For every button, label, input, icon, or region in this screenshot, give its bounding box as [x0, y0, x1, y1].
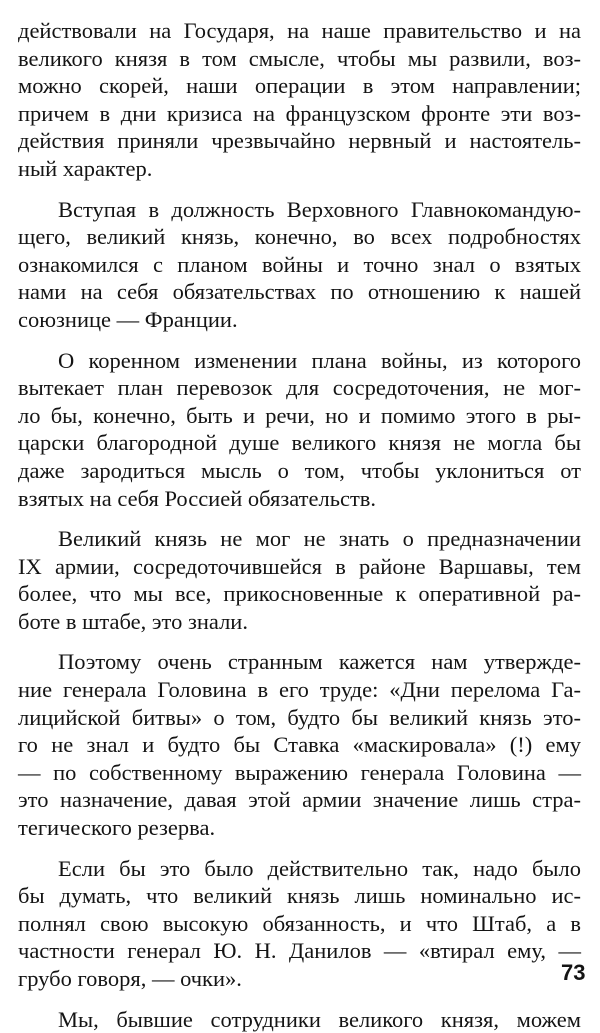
text-line: действовали на Государя, на наше правительство и на [18, 18, 581, 43]
text-line: О коренном изменении плана войны, из которого [58, 347, 581, 373]
text-line: союзнице — Франции. [18, 306, 238, 332]
paragraph-7 [18, 1006, 581, 1033]
text-line: лицийской битвы» о том, будто бы великий князь это- [18, 704, 581, 730]
paragraph-2 [18, 196, 581, 334]
text-line: ный характер. [18, 155, 153, 181]
text-line: го не знал и будто бы Ставка «маскировала» (!) ему [18, 732, 581, 758]
text-line: боте в штабе, это знали. [18, 608, 248, 634]
paragraph-3 [18, 347, 581, 513]
text-line: полнял свою высокую обязанность, и что Штаб, а в [18, 910, 581, 936]
text-line: великого князя в том смысле, чтобы мы развили, воз- [18, 45, 581, 71]
text-line: это назначение, давая этой армии значение лишь стра- [18, 787, 581, 813]
text-line: Если бы это было действительно так, надо было [58, 855, 581, 881]
text-line: действия приняли чрезвычайно нервный и настоятель- [18, 128, 581, 154]
text-line: IX армии, сосредоточившейся в районе Варшавы, тем [18, 553, 581, 579]
text-line: причем в дни кризиса на французском фронте эти воз- [18, 100, 581, 126]
book-page-text [18, 17, 581, 1033]
text-line: даже зародиться мысль о том, чтобы уклониться от [18, 457, 581, 483]
text-line: щего, великий князь, конечно, во всех подробностях [18, 224, 581, 250]
text-line: ние генерала Головина в его труде: «Дни перелома Га- [18, 677, 581, 703]
text-line: нами на себя обязательствах по отношению к нашей [18, 279, 581, 305]
text-line: царски благородной душе великого князя не могла бы [18, 430, 581, 456]
text-line: Поэтому очень странным кажется нам утвержде- [58, 649, 581, 675]
paragraph-5 [18, 648, 581, 841]
text-line: частности генерал Ю. Н. Данилов — «втирал ему, — [18, 938, 581, 964]
paragraph-6 [18, 855, 581, 993]
text-line: Великий князь не мог не знать о предназначении [58, 526, 581, 552]
text-line: — по собственному выражению генерала Головина — [18, 759, 581, 785]
text-line: грубо говоря, — очки». [18, 966, 242, 991]
text-line: бы думать, что великий князь лишь номинально ис- [18, 883, 581, 909]
paragraph-4 [18, 525, 581, 635]
text-line: ло бы, конечно, быть и речи, но и помимо этого в ры- [18, 402, 581, 428]
paragraph-1 [18, 17, 581, 183]
text-line: Вступая в должность Верховного Главнокомандую- [58, 196, 581, 222]
text-line: тегического резерва. [18, 815, 216, 841]
text-line: можно скорей, наши операции в этом направлении; [18, 73, 581, 99]
text-line: вытекает план перевозок для сосредоточения, не мог- [18, 375, 581, 401]
text-line: более, что мы все, прикосновенные к оперативной ра- [18, 581, 581, 607]
text-line: взятых на себя Россией обязательств. [18, 485, 377, 511]
text-line: ознакомился с планом войны и точно знал о взятых [18, 251, 581, 277]
page-number: 73 [561, 960, 586, 985]
text-line: Мы, бывшие сотрудники великого князя, можем [58, 1006, 581, 1032]
